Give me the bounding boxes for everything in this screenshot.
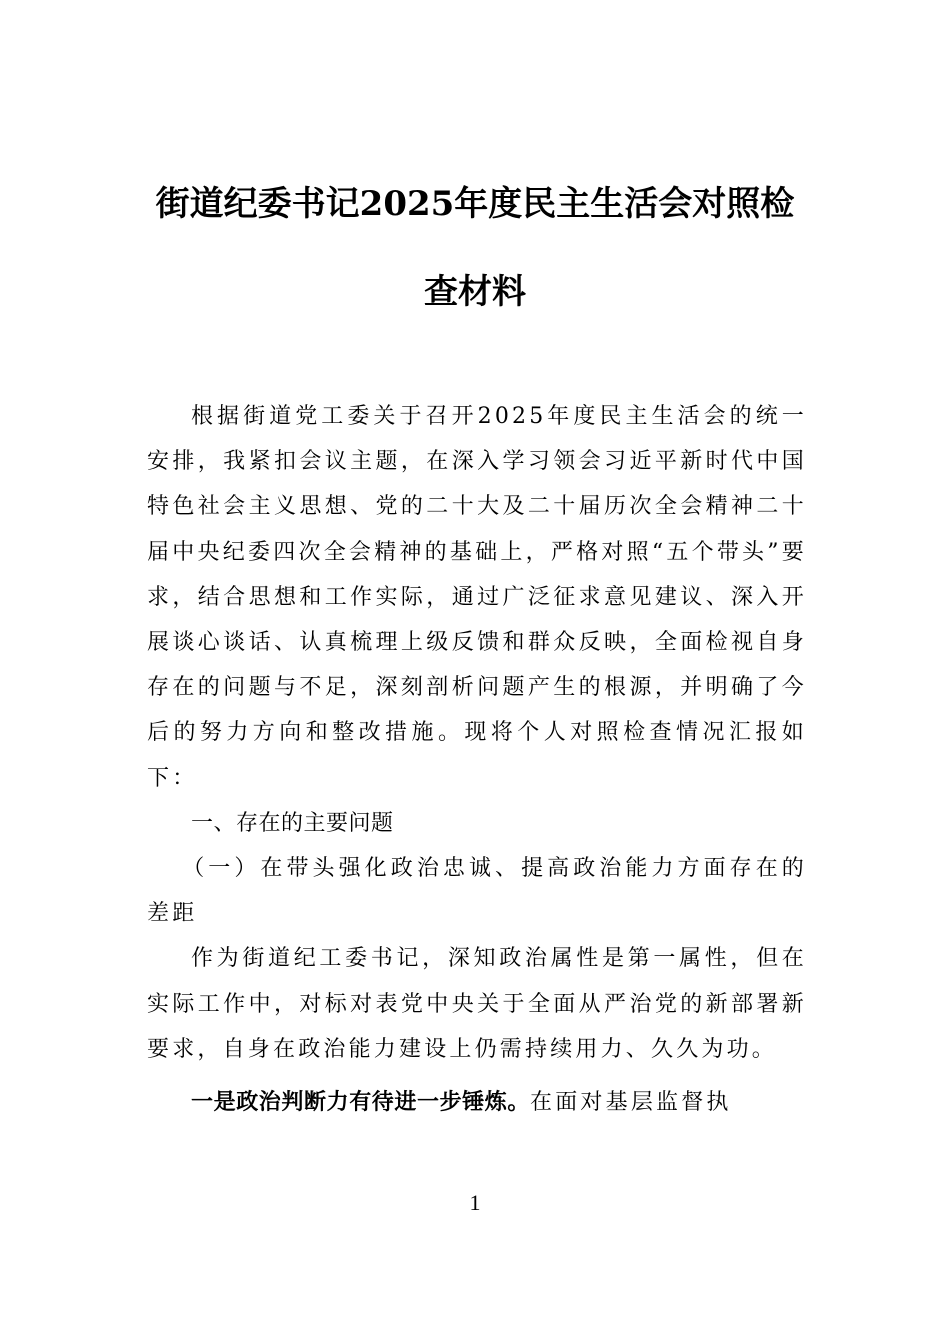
- page-number: 1: [469, 1190, 481, 1215]
- document-title: 街道纪委书记2025年度民主生活会对照检查材料: [155, 184, 795, 312]
- document-body: [147, 394, 807, 1125]
- section-heading-1: 一、存在的主要问题: [191, 810, 394, 836]
- point-lead-text: 一是政治判断力有待进一步锤炼。: [191, 1090, 531, 1116]
- body-paragraph-2: [147, 1080, 807, 1125]
- point-body-text: 在面对基层监督执: [530, 1090, 732, 1116]
- intro-paragraph: 根据街道党工委关于召开2025年度民主生活会的统一安排，我紧扣会议主题，在深入学习领会习近平新时代中国特色社会主义思想、党的二十大及二十届历次全会精神二十届中央纪委四次全会精神的基础上，严格对照“五个带头”要求，结合思想和工作实际，通过广泛征求意见建议、深入开展谈心谈话、认真梳理上级反馈和群众反映，全面检视自身存在的问题与不足，深刻剖析问题产生的根源，并明确了今后的努力方向和整改措施。现将个人对照检查情况汇报如下：: [147, 404, 807, 791]
- subsection-heading-1: （一）在带头强化政治忠诚、提高政治能力方面存在的差距: [147, 856, 807, 927]
- body-paragraph-1: 作为街道纪工委书记，深知政治属性是第一属性，但在实际工作中，对标对表党中央关于全面从严治党的新部署新要求，自身在政治能力建设上仍需持续用力、久久为功。: [147, 946, 807, 1062]
